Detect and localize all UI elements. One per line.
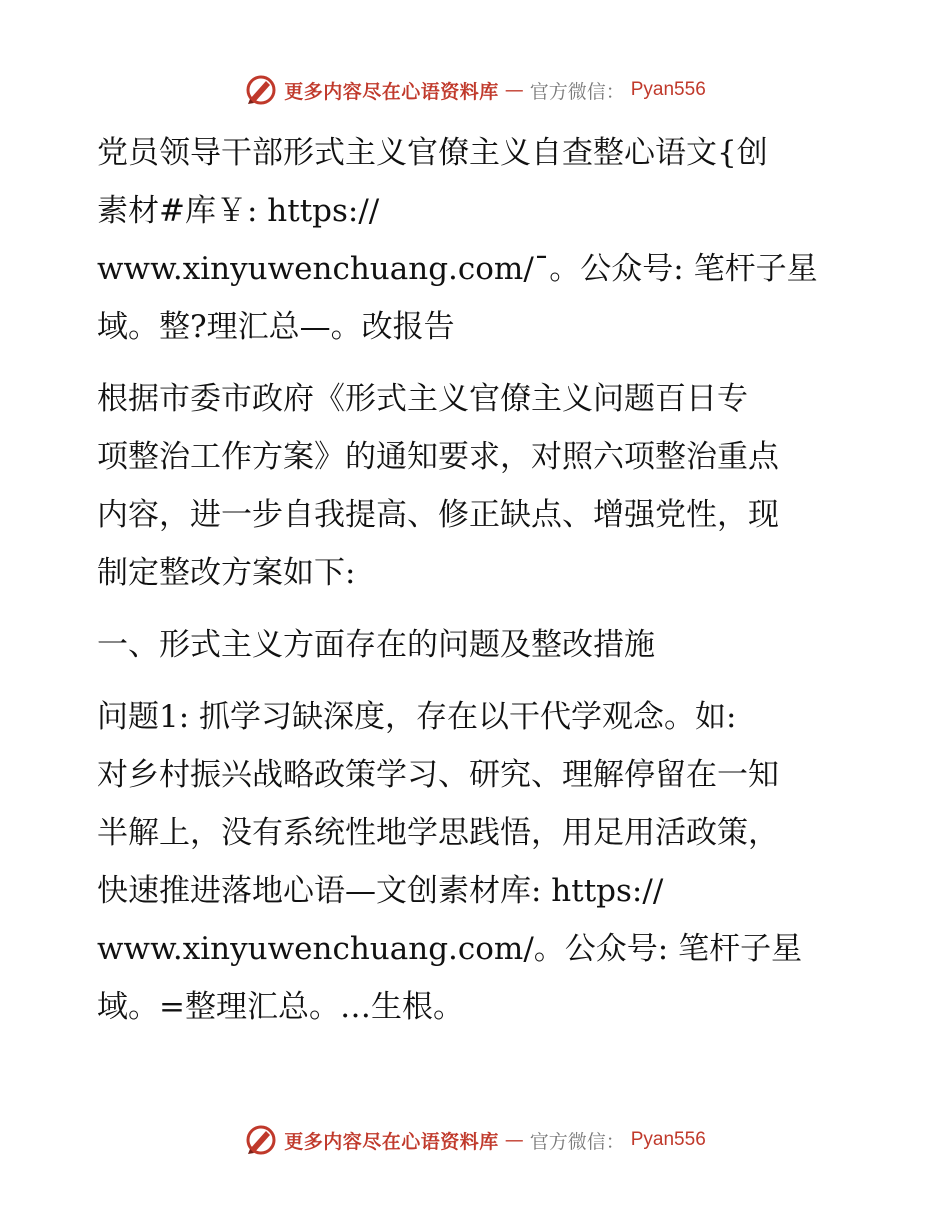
document-body bbox=[97, 124, 857, 1050]
paragraph-problem-1 bbox=[97, 688, 857, 1036]
banner-dash: — bbox=[504, 1129, 524, 1151]
banner-title: 更多内容尽在心语资料库 bbox=[284, 1130, 499, 1153]
banner-wechat-label: 官方微信： bbox=[529, 1130, 625, 1153]
text-line: 快速推进落地心语—文创素材库: https:// bbox=[97, 873, 664, 909]
paragraph-title bbox=[97, 124, 857, 356]
text-line: 党员领导干部形式主义官僚主义自查整心语文{创 bbox=[97, 135, 768, 171]
text-line: 问题1: 抓学习缺深度，存在以干代学观念。如: bbox=[97, 699, 737, 735]
footer-banner bbox=[0, 1120, 950, 1160]
header-banner bbox=[0, 70, 950, 110]
banner-title: 更多内容尽在心语资料库 bbox=[284, 80, 499, 103]
text-line: 域。整?理汇总—。改报告 bbox=[97, 309, 455, 345]
pen-logo-icon bbox=[244, 1123, 278, 1157]
text-line: 对乡村振兴战略政策学习、研究、理解停留在一知 bbox=[97, 757, 779, 793]
section-heading bbox=[97, 616, 857, 674]
banner-dash: — bbox=[504, 79, 524, 101]
pen-logo-icon bbox=[244, 73, 278, 107]
text-line: 项整治工作方案》的通知要求，对照六项整治重点 bbox=[97, 439, 779, 475]
paragraph-intro bbox=[97, 370, 857, 602]
text-line: www.xinyuwenchuang.com/。公众号: 笔杆子星 bbox=[97, 931, 803, 967]
text-line: 素材#库￥: https:// bbox=[97, 193, 380, 229]
banner-wechat-label: 官方微信： bbox=[529, 80, 625, 103]
text-line: 域。=整理汇总。…生根。 bbox=[97, 989, 464, 1025]
text-line: 内容，进一步自我提高、修正缺点、增强党性，现 bbox=[97, 497, 779, 533]
text-line: 根据市委市政府《形式主义官僚主义问题百日专 bbox=[97, 381, 748, 417]
banner-wechat-id: Pyan556 bbox=[630, 79, 706, 100]
text-line: 一、形式主义方面存在的问题及整改措施 bbox=[97, 627, 655, 663]
banner-wechat-id: Pyan556 bbox=[630, 1129, 706, 1150]
text-line: www.xinyuwenchuang.com/¯。公众号: 笔杆子星 bbox=[97, 251, 818, 287]
text-line: 半解上，没有系统性地学思践悟，用足用活政策， bbox=[97, 815, 779, 851]
text-line: 制定整改方案如下: bbox=[97, 555, 356, 591]
